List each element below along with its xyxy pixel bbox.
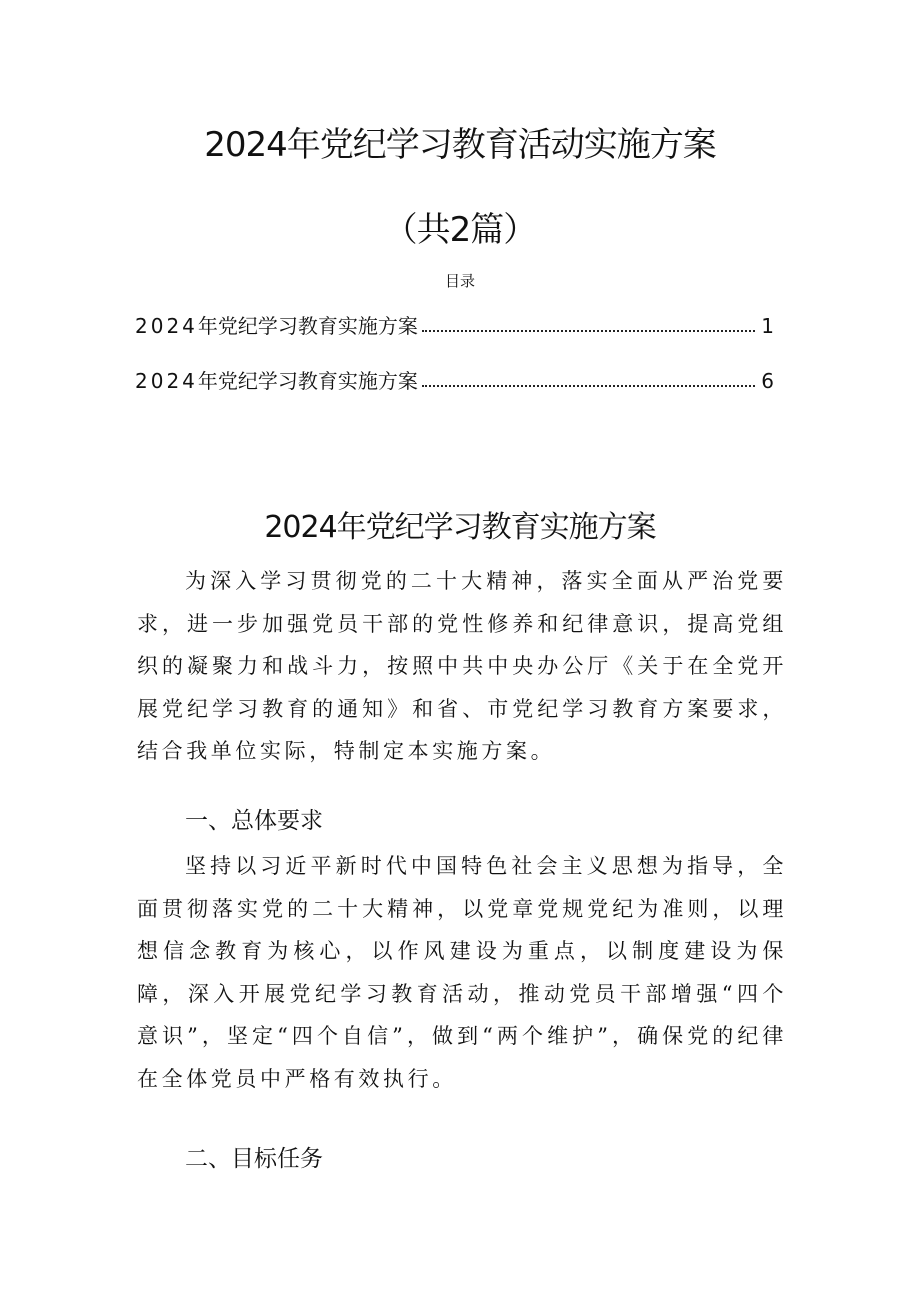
toc-entry-label: 年党纪学习教育实施方案 [197,314,418,338]
toc-heading: 目录 [444,272,475,290]
toc-dot-leader [422,385,755,387]
toc-entry-page: 1 [761,314,775,338]
document-subtitle: （共2篇） [383,210,537,250]
article-title: 2024年党纪学习教育实施方案 [264,510,656,545]
toc-entry[interactable] [135,310,775,338]
toc-dot-leader [422,330,755,332]
intro-paragraph: 为深入学习贯彻党的二十大精神，落实全面从严治党要求，进一步加强党员干部的党性修养和纪律意识，提高党组织的凝聚力和战斗力，按照中共中央办公厅《关于在全党开展党纪学习教育的通知》和省、市党纪学习教育方案要求，结合我单位实际，特制定本实施方案。 [137,569,787,764]
document-title: 2024年党纪学习教育活动实施方案 [204,125,716,165]
toc-entry-year: 2024 [135,314,198,338]
toc-entry-year: 2024 [135,369,198,393]
toc-entry-label: 年党纪学习教育实施方案 [197,369,418,393]
section-heading-general-requirements: 一、总体要求 [185,808,323,834]
toc-entry[interactable] [135,365,775,393]
section-heading-goals-tasks: 二、目标任务 [185,1146,323,1172]
general-requirements-paragraph: 坚持以习近平新时代中国特色社会主义思想为指导，全面贯彻落实党的二十大精神，以党章党规党纪为准则，以理想信念教育为核心，以作风建设为重点，以制度建设为保障，深入开展党纪学习教育活动，推动党员干部增强“四个意识”，坚定“四个自信”，做到“两个维护”，确保党的纪律在全体党员中严格有效执行。 [137,854,787,1091]
toc-entry-page: 6 [761,369,775,393]
